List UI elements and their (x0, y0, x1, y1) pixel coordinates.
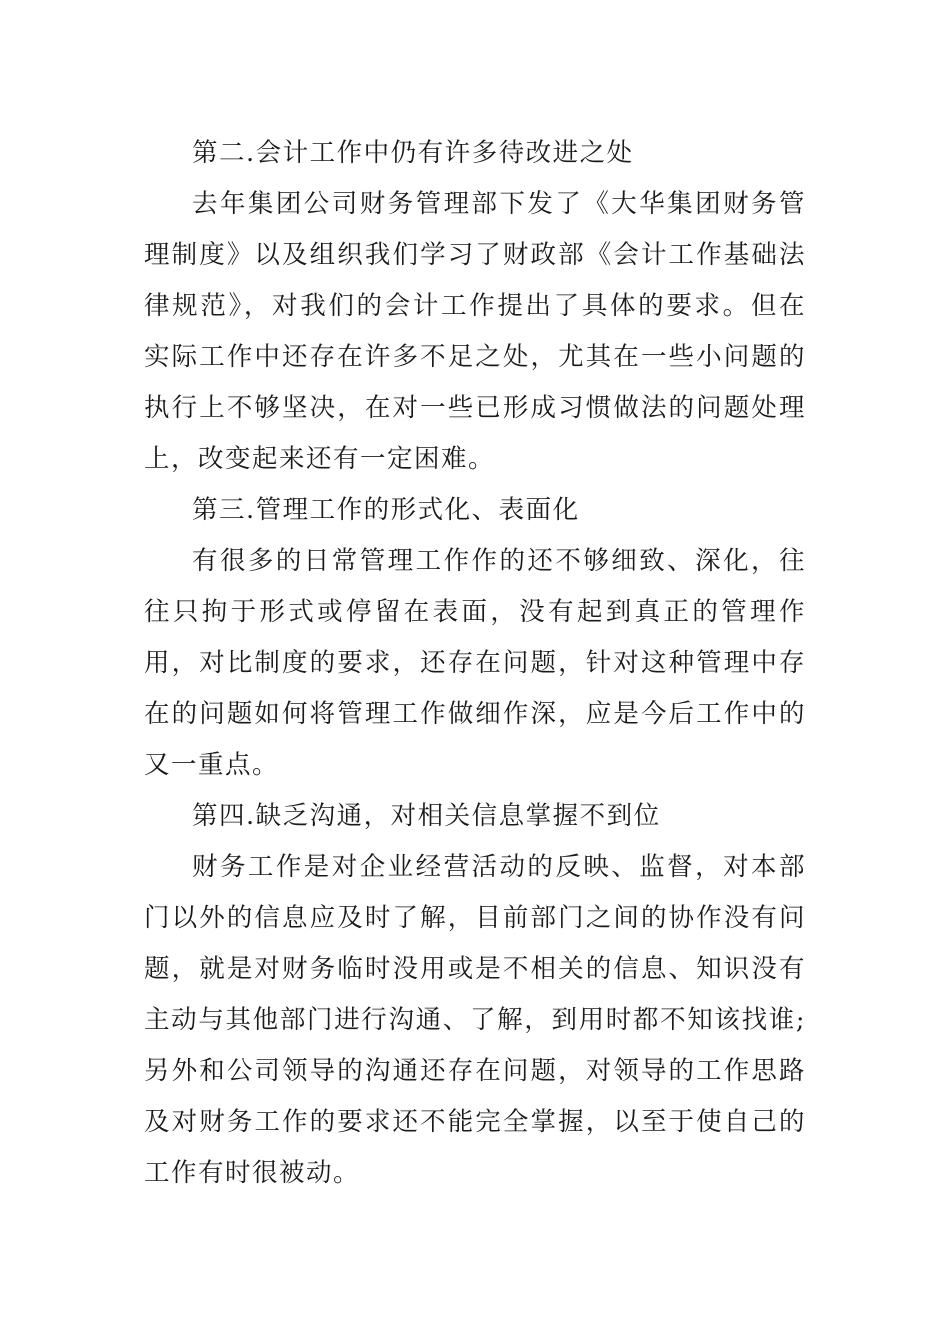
section-3-heading: 第三.管理工作的形式化、表面化 (192, 495, 580, 525)
section-2-heading: 第二.会计工作中仍有许多待改进之处 (192, 138, 634, 168)
section-3-paragraph: 有很多的日常管理工作作的还不够细致、深化，往往只拘于形式或停留在表面，没有起到真正的管理作用，对比制度的要求，还存在问题，针对这种管理中存在的问题如何将管理工作做细作深，应是今后工作中的又一重点。 (144, 546, 806, 780)
section-4-paragraph: 财务工作是对企业经营活动的反映、监督，对本部门以外的信息应及时了解，目前部门之间的协作没有问题，就是对财务临时没用或是不相关的信息、知识没有主动与其他部门进行沟通、了解，到用时都不知该找谁;另外和公司领导的沟通还存在问题，对领导的工作思路及对财务工作的要求还不能完全掌握，以至于使自己的工作有时很被动。 (144, 852, 806, 1188)
section-2-paragraph: 去年集团公司财务管理部下发了《大华集团财务管理制度》以及组织我们学习了财政部《会计工作基础法律规范》，对我们的会计工作提出了具体的要求。但在实际工作中还存在许多不足之处，尤其在一些小问题的执行上不够坚决，在对一些已形成习惯做法的问题处理上，改变起来还有一定困难。 (144, 189, 806, 474)
section-4-heading: 第四.缺乏沟通，对相关信息掌握不到位 (192, 801, 661, 831)
document-body (144, 128, 806, 1199)
